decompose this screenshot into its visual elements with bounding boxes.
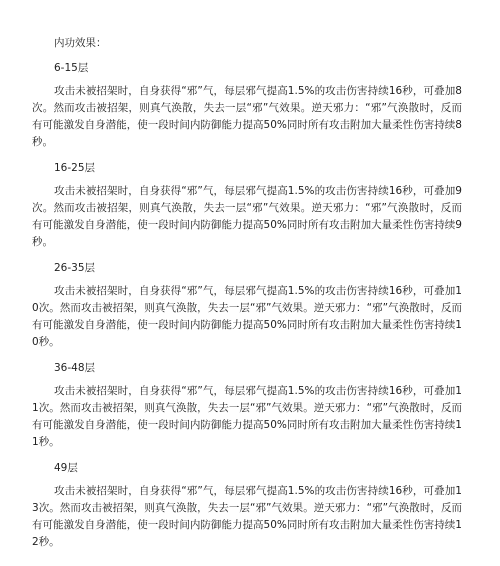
effect-description: 攻击未被招架时，自身获得“邪”气，每层邪气提高1.5%的攻击伤害持续16秒，可叠加11次。然而攻击被招架，则真气涣散，失去一层“邪”气效果。逆天邪力：“邪”气涣散时，反而有可能激发自身潜能，使一段时间内防御能力提高50%同时所有攻击附加大量柔性伤害持续11秒。 [32,385,462,448]
level-heading: 16-25层 [54,162,96,174]
level-heading: 6-15层 [54,62,89,74]
section-level-36-48 [32,361,462,451]
effect-description: 攻击未被招架时，自身获得“邪”气，每层邪气提高1.5%的攻击伤害持续16秒，可叠加9次。然而攻击被招架，则真气涣散，失去一层“邪”气效果。逆天邪力：“邪”气涣散时，反而有可能激发自身潜能，使一段时间内防御能力提高50%同时所有攻击附加大量柔性伤害持续9秒。 [32,185,462,248]
effect-description: 攻击未被招架时，自身获得“邪”气，每层邪气提高1.5%的攻击伤害持续16秒，可叠加8次。然而攻击被招架，则真气涣散，失去一层“邪”气效果。逆天邪力：“邪”气涣散时，反而有可能激发自身潜能，使一段时间内防御能力提高50%同时所有攻击附加大量柔性伤害持续8秒。 [32,85,462,148]
section-level-6-15 [32,61,462,151]
effect-description: 攻击未被招架时，自身获得“邪”气，每层邪气提高1.5%的攻击伤害持续16秒，可叠加13次。然而攻击被招架，则真气涣散，失去一层“邪”气效果。逆天邪力：“邪”气涣散时，反而有可能激发自身潜能，使一段时间内防御能力提高50%同时所有攻击附加大量柔性伤害持续12秒。 [32,485,462,548]
page-title: 内功效果： [54,37,107,49]
level-heading: 26-35层 [54,262,96,274]
level-heading: 36-48层 [54,362,96,374]
section-level-16-25 [32,161,462,251]
section-level-26-35 [32,261,462,351]
effect-description: 攻击未被招架时，自身获得“邪”气，每层邪气提高1.5%的攻击伤害持续16秒，可叠加10次。然而攻击被招架，则真气涣散，失去一层“邪”气效果。逆天邪力：“邪”气涣散时，反而有可能激发自身潜能，使一段时间内防御能力提高50%同时所有攻击附加大量柔性伤害持续10秒。 [32,285,462,348]
level-heading: 49层 [54,462,78,474]
section-level-49 [32,461,462,551]
